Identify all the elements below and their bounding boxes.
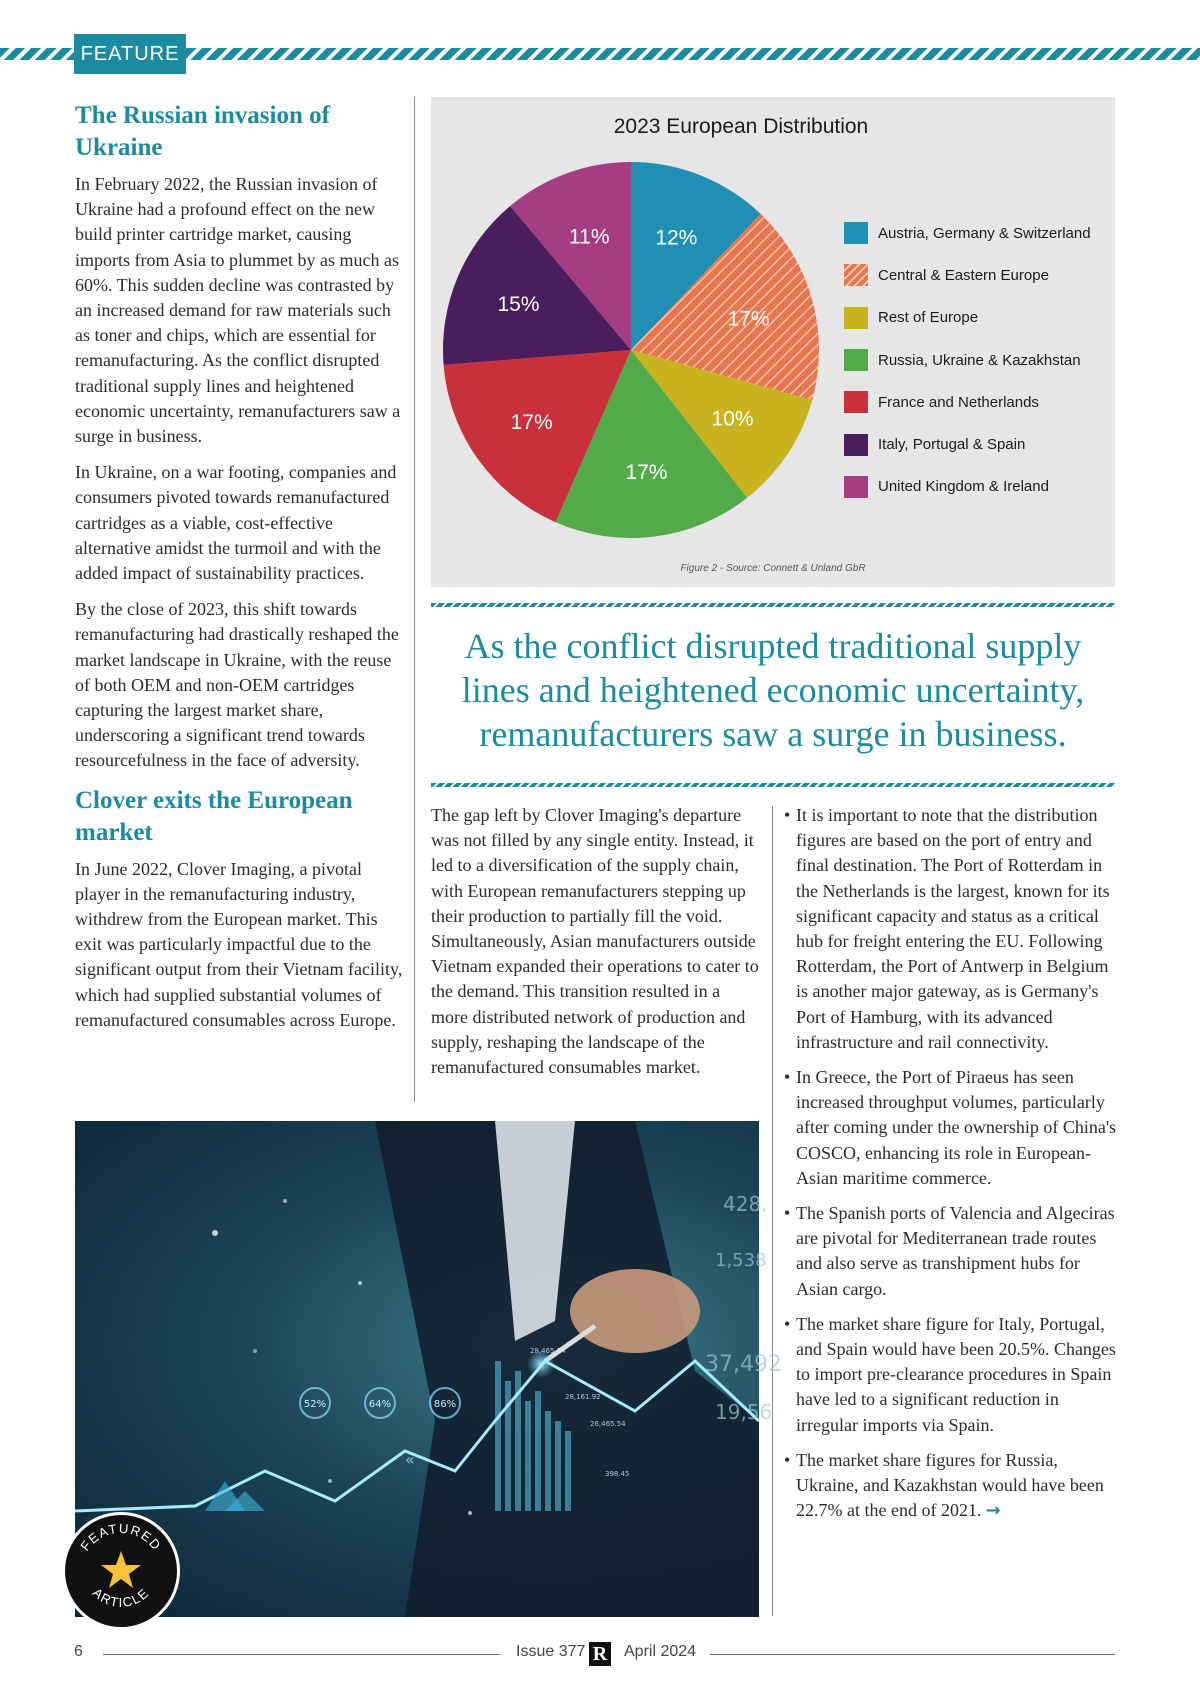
legend-item — [844, 254, 1104, 296]
pull-quote-top-rule — [431, 603, 1115, 607]
middle-column — [431, 803, 761, 1091]
legend-label: France and Netherlands — [878, 393, 1039, 411]
legend-swatch — [844, 222, 868, 244]
badge-top-text: FEATURED — [77, 1520, 165, 1554]
section-heading-clover-exits: Clover exits the European market — [75, 786, 353, 846]
page-number: 6 — [74, 1643, 83, 1660]
pie-slice-label: 15% — [497, 292, 540, 316]
chart-source: Figure 2 - Source: Connett & Unland GbR — [680, 563, 866, 574]
pull-quote: As the conflict disrupted traditional supply lines and heightened economic uncertainty, remanufacturers saw a surge in business. — [461, 626, 1085, 754]
legend-item — [844, 466, 1104, 508]
hand — [570, 1269, 700, 1353]
legend-label: Italy, Portugal & Spain — [878, 436, 1026, 454]
pie-slice-label: 17% — [510, 410, 553, 434]
pie-slice-label: 11% — [569, 225, 610, 249]
left-column — [75, 100, 405, 1044]
feature-tag: FEATURE — [74, 34, 186, 74]
small-figure: 28,465.54 — [530, 1347, 566, 1355]
legend-label: Central & Eastern Europe — [878, 266, 1049, 284]
bullet-text: The market share figures for Russia, Ukraine, and Kazakhstan would have been 22.7% at the end of 2021. — [796, 1449, 1104, 1521]
legend-item — [844, 381, 1104, 423]
magazine-logo: R — [589, 1642, 611, 1666]
legend-label: Rest of Europe — [878, 309, 979, 327]
featured-article-badge — [62, 1512, 180, 1630]
overlay-number: 1,538 — [715, 1250, 767, 1271]
legend-item — [844, 212, 1104, 254]
photo-illustration — [75, 1121, 782, 1617]
pie-slice-label: 10% — [711, 407, 754, 431]
overlay-number: 19,56 — [715, 1400, 773, 1424]
legend-swatch — [844, 349, 868, 371]
legend-swatch — [844, 264, 868, 286]
business-chart-photo — [75, 1121, 782, 1617]
legend-swatch — [844, 391, 868, 413]
small-figure: 26,465.54 — [590, 1420, 626, 1428]
legend-item — [844, 339, 1104, 381]
dial-label: 86% — [433, 1399, 457, 1410]
overlay-number: 428. — [723, 1192, 768, 1216]
overlay-number: 37,492 — [705, 1352, 782, 1377]
pull-quote-bottom-rule — [431, 783, 1115, 787]
footer-rule-right — [710, 1654, 1115, 1655]
legend-label: Russia, Ukraine & Kazakhstan — [878, 351, 1081, 369]
small-figure: 28,161.92 — [565, 1393, 601, 1401]
bullet-item: • The Spanish ports of Valencia and Algeciras are pivotal for Mediterranean trade routes and also serve as transhipment hubs for Asian cargo. — [784, 1201, 1119, 1302]
legend-item — [844, 297, 1104, 339]
chart-title: 2023 European Distribution — [613, 115, 869, 138]
bullet-item: • It is important to note that the distribution figures are based on the port of entry and final destination. The Port of Rotterdam in the Netherlands is the largest, known for its significant capacity and status as a critical hub for freight entering the EU. Following Rotterdam, the Port of Antwerp in Belgium is another major gateway, as is Germany's Port of Hamburg, with its advanced infrastructure and rail connectivity. — [784, 803, 1119, 1055]
bullet-item-last — [784, 1448, 1119, 1524]
badge-graphic — [65, 1515, 177, 1627]
pie-chart-panel — [431, 97, 1115, 587]
footer-rule-left — [103, 1654, 500, 1655]
dial-label: 64% — [368, 1399, 392, 1410]
column-divider-left — [414, 97, 415, 1102]
paragraph: In June 2022, Clover Imaging, a pivotal player in the remanufacturing industry, withdrew from the European market. This exit was particularly impactful due to the significant output from their Vietnam facility, which had supplied substantial volumes of remanufactured consumables across Europe. — [75, 858, 403, 1030]
issue-number: Issue 377 — [516, 1643, 586, 1660]
paragraph: In Ukraine, on a war footing, companies and consumers pivoted towards remanufactured cartridges as a viable, cost-effective alternative amidst the turmoil and with the added impact of sustainability practices. — [75, 462, 397, 584]
column-divider-right — [772, 806, 773, 1616]
legend-swatch — [844, 307, 868, 329]
chart-legend — [844, 212, 1104, 508]
right-column — [784, 803, 1119, 1533]
legend-label: Austria, Germany & Switzerland — [878, 224, 1091, 242]
arrow-right-icon[interactable]: → — [985, 1500, 1001, 1522]
badge-bottom-text: ARTICLE — [89, 1584, 153, 1611]
section-heading-russian-invasion: The Russian invasion of Ukraine — [75, 102, 330, 161]
bullet-item: • The market share figure for Italy, Portugal, and Spain would have been 20.5%. Changes to import pre-clearance procedures in Spain have led to a significant reduction in irregular imports via Spain. — [784, 1312, 1119, 1438]
paragraph: By the close of 2023, this shift towards remanufacturing had drastically reshaped the market landscape in Ukraine, with the reuse of both OEM and non-OEM cartridges capturing the largest market share, underscoring a significant trend towards resourcefulness in the face of adversity. — [75, 599, 399, 771]
legend-swatch — [844, 476, 868, 498]
pie-slice-label: 12% — [655, 226, 698, 250]
pie-slice-label: 17% — [727, 307, 770, 331]
issue-date: April 2024 — [624, 1643, 697, 1660]
paragraph: The gap left by Clover Imaging's departure was not filled by any single entity. Instead, it led to a diversification of the supply chain, with European remanufacturers stepping up their production to partially fill the void. Simultaneously, Asian manufacturers outside Vietnam expanded their operations to cater to the demand. This transition resulted in a more distributed network of production and supply, reshaping the landscape of the remanufactured consumables market. — [431, 805, 759, 1078]
bullet-item: • In Greece, the Port of Piraeus has seen increased throughput volumes, particularly after coming under the ownership of China's COSCO, enhancing its role in European-Asian maritime commerce. — [784, 1065, 1119, 1191]
dial-label: 52% — [303, 1399, 327, 1410]
small-figure: 398.45 — [605, 1470, 630, 1478]
legend-swatch — [844, 434, 868, 456]
chevrons: « — [405, 1450, 415, 1469]
pie-slice-label: 17% — [625, 461, 668, 485]
star-icon — [101, 1551, 141, 1588]
legend-item — [844, 423, 1104, 465]
legend-label: United Kingdom & Ireland — [878, 478, 1049, 496]
paragraph: In February 2022, the Russian invasion of Ukraine had a profound effect on the new build printer cartridge market, causing imports from Asia to plummet by as much as 60%. This sudden decline was contrasted by an increased demand for raw materials such as toner and chips, which are essential for remanufacturing. As the conflict disrupted traditional supply lines and heightened economic uncertainty, remanufacturers saw a surge in business. — [75, 174, 401, 447]
